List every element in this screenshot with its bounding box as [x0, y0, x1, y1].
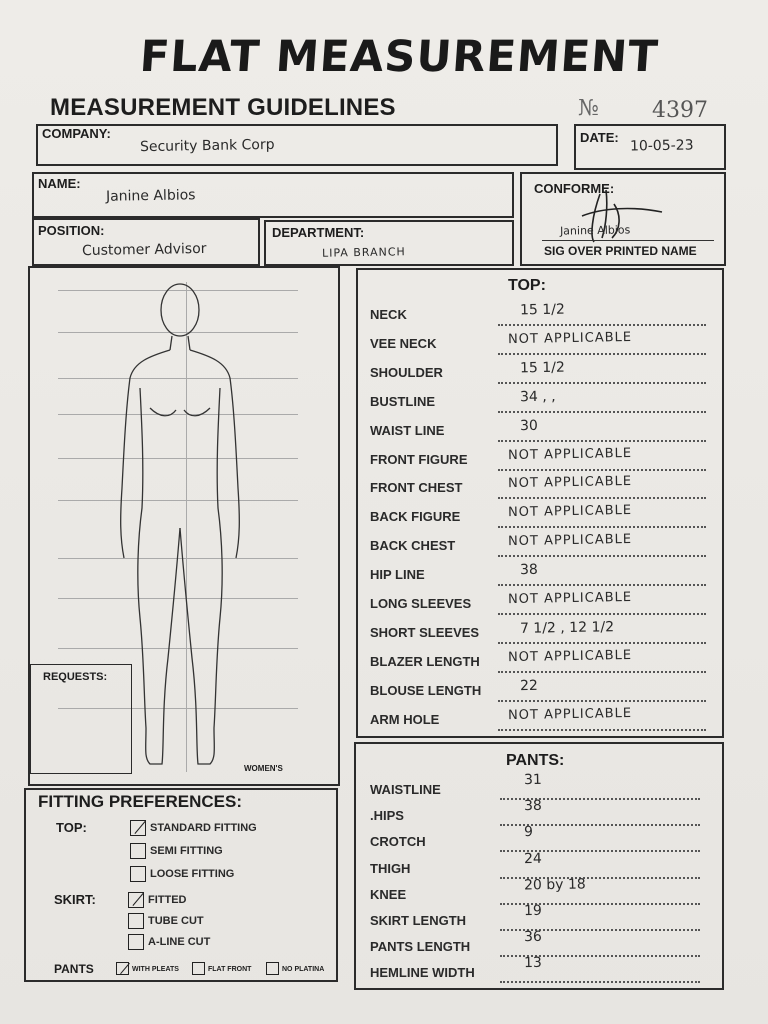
position-label: POSITION:	[38, 223, 105, 238]
top-value-blazer-length[interactable]: NOT APPLICABLE	[507, 647, 633, 665]
fitting-preferences-panel	[24, 788, 338, 982]
pants-value-hips[interactable]: 38	[523, 798, 542, 815]
checkbox-no-platina[interactable]	[266, 962, 279, 975]
dotted-line	[498, 555, 706, 557]
option-label-tube-cut: TUBE CUT	[148, 915, 204, 927]
checkbox-flat-front[interactable]	[192, 962, 205, 975]
dotted-line	[498, 324, 706, 326]
signature-line	[542, 240, 714, 241]
option-label-semi-fitting: SEMI FITTING	[150, 845, 223, 857]
top-label-bustline: BUSTLINE	[370, 393, 435, 409]
top-value-blouse-length[interactable]: 22	[519, 677, 538, 694]
top-label-arm-hole: ARM HOLE	[370, 711, 440, 727]
requests-box[interactable]	[30, 664, 132, 774]
name-label: NAME:	[38, 176, 81, 191]
fitting-pants-label: PANTS	[54, 962, 94, 976]
top-label-waist-line: WAIST LINE	[370, 422, 445, 438]
pants-value-pants-length[interactable]: 36	[523, 929, 542, 946]
form-title: FLAT MEASUREMENT	[138, 32, 661, 82]
pants-value-thigh[interactable]: 24	[523, 850, 542, 867]
requests-label: REQUESTS:	[43, 671, 108, 683]
conforme-label: CONFORME:	[534, 181, 615, 196]
option-label-loose-fitting: LOOSE FITTING	[150, 868, 235, 880]
position-field[interactable]	[32, 218, 260, 266]
signature-name: Janine Albios	[559, 223, 631, 238]
name-value: Janine Albios	[105, 187, 196, 205]
top-value-neck[interactable]: 15 1/2	[519, 301, 565, 319]
dotted-line	[498, 526, 706, 528]
pants-section-title: PANTS:	[506, 752, 565, 769]
dotted-line	[500, 981, 700, 983]
checkbox-fitted[interactable]	[128, 892, 144, 908]
fitting-top-label: TOP:	[56, 820, 87, 835]
top-value-short-sleeves[interactable]: 7 1/2 , 12 1/2	[519, 619, 615, 637]
top-label-long-sleeves: LONG SLEEVES	[370, 596, 472, 611]
option-label-flat-front: FLAT FRONT	[208, 966, 252, 973]
dotted-line	[498, 440, 706, 442]
dotted-line	[498, 497, 706, 499]
top-value-front-figure[interactable]: NOT APPLICABLE	[507, 445, 633, 463]
top-value-vee-neck[interactable]: NOT APPLICABLE	[507, 329, 633, 347]
date-field[interactable]	[574, 124, 726, 170]
top-value-arm-hole[interactable]: NOT APPLICABLE	[507, 705, 633, 723]
fitting-title: FITTING PREFERENCES:	[38, 792, 243, 811]
top-value-hip-line[interactable]: 38	[519, 561, 538, 579]
company-field[interactable]	[36, 124, 558, 166]
company-label: COMPANY:	[42, 126, 111, 141]
top-label-blazer-length: BLAZER LENGTH	[370, 653, 480, 669]
pants-label-hemline-width: HEMLINE WIDTH	[370, 965, 475, 981]
pants-label-knee: KNEE	[370, 886, 407, 902]
checkbox-tube-cut[interactable]	[128, 913, 144, 929]
pants-measurements-panel	[354, 742, 724, 990]
dotted-line	[498, 729, 706, 731]
top-label-back-figure: BACK FIGURE	[370, 509, 461, 525]
pants-label-waistline: WAISTLINE	[370, 782, 441, 797]
date-label: DATE:	[580, 130, 619, 145]
female-body-outline	[110, 278, 260, 778]
option-label-with-pleats: WITH PLEATS	[132, 966, 179, 973]
option-label-standard-fitting: STANDARD FITTING	[150, 822, 257, 834]
top-label-front-figure: FRONT FIGURE	[370, 451, 468, 467]
fitting-skirt-label: SKIRT:	[54, 892, 96, 907]
checkbox-a-line-cut[interactable]	[128, 934, 144, 950]
top-value-front-chest[interactable]: NOT APPLICABLE	[507, 474, 633, 492]
dotted-line	[498, 642, 706, 644]
serial-number: 4397	[652, 98, 708, 123]
pants-value-skirt-length[interactable]: 19	[523, 902, 542, 920]
option-label-no-platina: NO PLATINA	[282, 966, 325, 973]
body-figure-panel	[28, 266, 340, 786]
serial-number-label: №	[578, 96, 599, 121]
top-label-short-sleeves: SHORT SLEEVES	[370, 624, 480, 640]
top-label-back-chest: BACK CHEST	[370, 538, 456, 554]
pants-label-skirt-length: SKIRT LENGTH	[370, 913, 467, 928]
signature-caption: SIG OVER PRINTED NAME	[544, 244, 697, 258]
dotted-line	[498, 469, 706, 471]
top-section-title: TOP:	[508, 277, 546, 294]
top-label-neck: NECK	[370, 307, 407, 322]
option-label-fitted: FITTED	[148, 894, 187, 906]
date-value: 10-05-23	[629, 137, 694, 155]
pants-label-hips: .HIPS	[370, 808, 404, 824]
dotted-line	[498, 353, 706, 355]
top-value-back-chest[interactable]: NOT APPLICABLE	[507, 532, 633, 550]
pants-label-crotch: CROTCH	[370, 834, 426, 850]
name-field[interactable]	[32, 172, 514, 218]
dotted-line	[498, 613, 706, 615]
top-label-blouse-length: BLOUSE LENGTH	[370, 682, 482, 698]
dotted-line	[498, 584, 706, 586]
dotted-line	[498, 671, 706, 673]
top-value-long-sleeves[interactable]: NOT APPLICABLE	[507, 589, 633, 608]
position-value: Customer Advisor	[81, 240, 207, 260]
pants-value-hemline-width[interactable]: 13	[523, 955, 542, 972]
dotted-line	[498, 411, 706, 413]
option-label-a-line-cut: A-LINE CUT	[148, 936, 211, 948]
dotted-line	[498, 382, 706, 384]
pants-label-pants-length: PANTS LENGTH	[370, 939, 471, 955]
top-value-shoulder[interactable]: 15 1/2	[519, 359, 565, 377]
dotted-line	[498, 700, 706, 702]
checkbox-standard-fitting[interactable]	[130, 820, 146, 836]
pants-value-knee[interactable]: 20 by 18	[523, 876, 586, 894]
pants-value-crotch[interactable]: 9	[523, 824, 534, 841]
conforme-field[interactable]	[520, 172, 726, 266]
top-value-back-figure[interactable]: NOT APPLICABLE	[507, 503, 633, 521]
department-field[interactable]	[264, 220, 514, 266]
pants-label-thigh: THIGH	[370, 860, 411, 876]
top-label-front-chest: FRONT CHEST	[370, 480, 463, 496]
top-value-waist-line[interactable]: 30	[519, 417, 538, 434]
department-label: DEPARTMENT:	[272, 225, 365, 240]
checkbox-semi-fitting[interactable]	[130, 843, 146, 859]
checkbox-loose-fitting[interactable]	[130, 866, 146, 882]
department-value: LIPA BRANCH	[321, 245, 406, 260]
form-subtitle: MEASUREMENT GUIDELINES	[50, 94, 396, 121]
checkbox-with-pleats[interactable]	[116, 962, 129, 975]
company-value: Security Bank Corp	[139, 136, 275, 156]
top-label-vee-neck: VEE NECK	[370, 335, 437, 351]
top-measurements-panel	[356, 268, 724, 738]
top-value-bustline[interactable]: 34 , ,	[519, 388, 556, 405]
top-label-shoulder: SHOULDER	[370, 364, 443, 380]
top-label-hip-line: HIP LINE	[370, 567, 425, 583]
pants-value-waistline[interactable]: 31	[523, 771, 542, 789]
womens-label: WOMEN'S	[244, 764, 283, 773]
